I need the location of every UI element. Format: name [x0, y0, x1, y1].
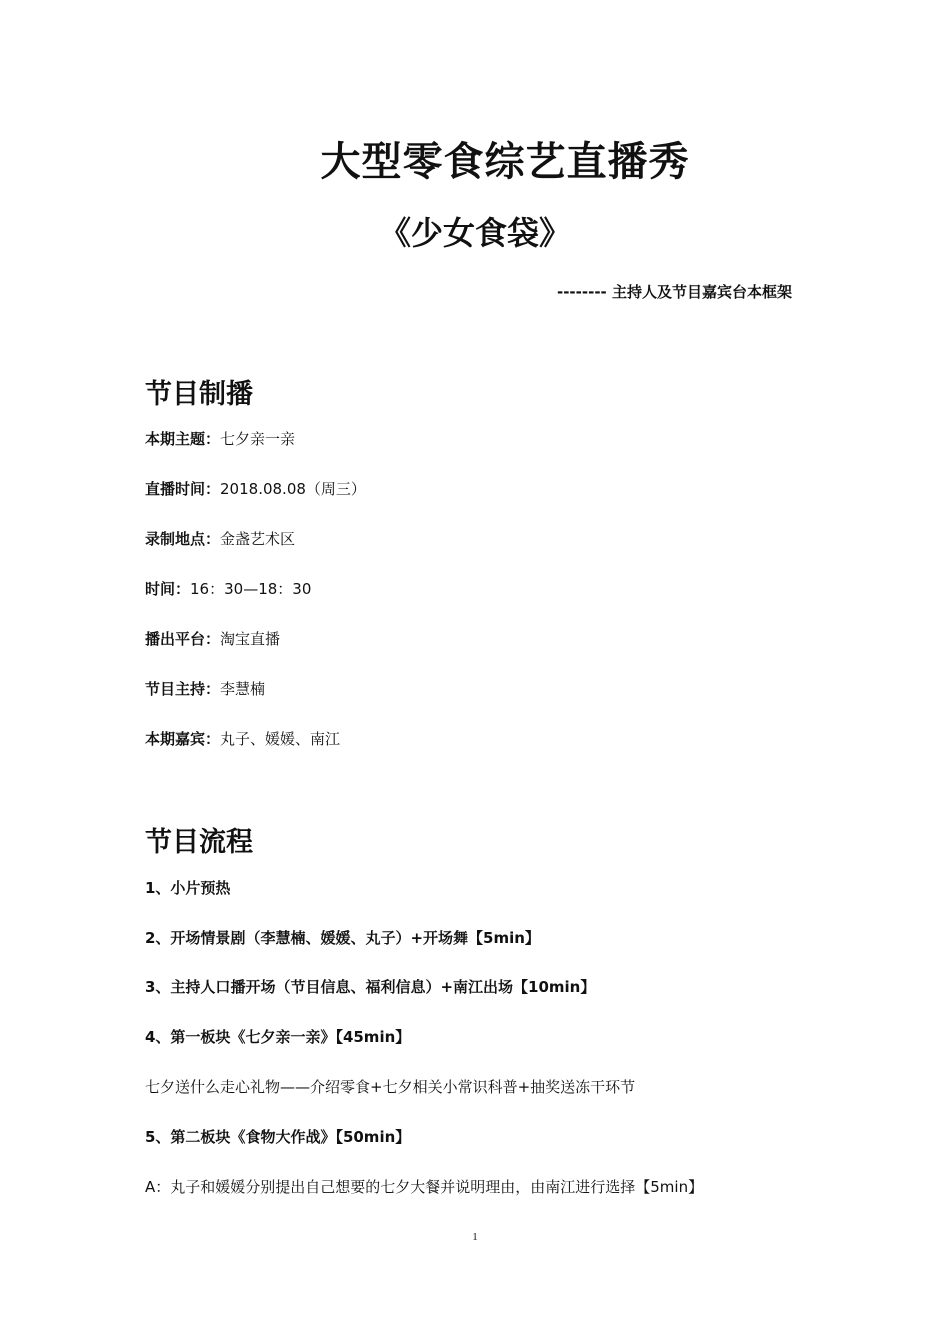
field-value: 七夕亲一亲 — [220, 430, 296, 448]
field-value: 金盏艺术区 — [220, 530, 296, 548]
field-label: 节目主持： — [145, 680, 221, 698]
field-value: 丸子、媛媛、南江 — [220, 730, 341, 748]
flow-item-4: 4、第一板块《七夕亲一亲》【45min】 — [145, 1028, 411, 1046]
field-label: 本期主题： — [145, 430, 221, 448]
document-subtitle: 《少女食袋》 — [378, 214, 571, 252]
flow-item-5a: A：丸子和媛媛分别提出自己想要的七夕大餐并说明理由，由南江进行选择【5min】 — [145, 1178, 704, 1196]
document-title: 大型零食综艺直播秀 — [320, 139, 690, 185]
flow-item-3: 3、主持人口播开场（节目信息、福利信息）+南江出场【10min】 — [145, 978, 596, 996]
flow-item-4-detail: 七夕送什么走心礼物——介绍零食+七夕相关小常识科普+抽奖送冻干环节 — [145, 1078, 636, 1096]
field-label: 本期嘉宾： — [145, 730, 221, 748]
document-byline: -------- 主持人及节目嘉宾台本框架 — [556, 283, 792, 301]
field-value: 李慧楠 — [220, 680, 266, 698]
field-host — [145, 679, 265, 699]
field-theme — [145, 429, 295, 449]
field-platform — [145, 629, 280, 649]
flow-item-5: 5、第二板块《食物大作战》【50min】 — [145, 1128, 411, 1146]
section-heading-production: 节目制播 — [145, 379, 253, 410]
field-guests — [145, 729, 340, 749]
flow-item-2: 2、开场情景剧（李慧楠、媛媛、丸子）+开场舞【5min】 — [145, 929, 540, 947]
field-time — [145, 579, 311, 599]
flow-item-1: 1、小片预热 — [145, 879, 231, 897]
page-number: 1 — [472, 1231, 478, 1243]
field-label: 直播时间： — [145, 480, 221, 498]
field-value: 16：30—18：30 — [190, 580, 312, 598]
section-heading-flow: 节目流程 — [145, 827, 253, 858]
field-value: 2018.08.08（周三） — [220, 480, 366, 498]
field-label: 播出平台： — [145, 630, 221, 648]
field-broadcast-time — [145, 479, 366, 499]
field-value: 淘宝直播 — [220, 630, 281, 648]
field-location — [145, 529, 295, 549]
field-label: 时间： — [145, 580, 191, 598]
field-label: 录制地点： — [145, 530, 221, 548]
